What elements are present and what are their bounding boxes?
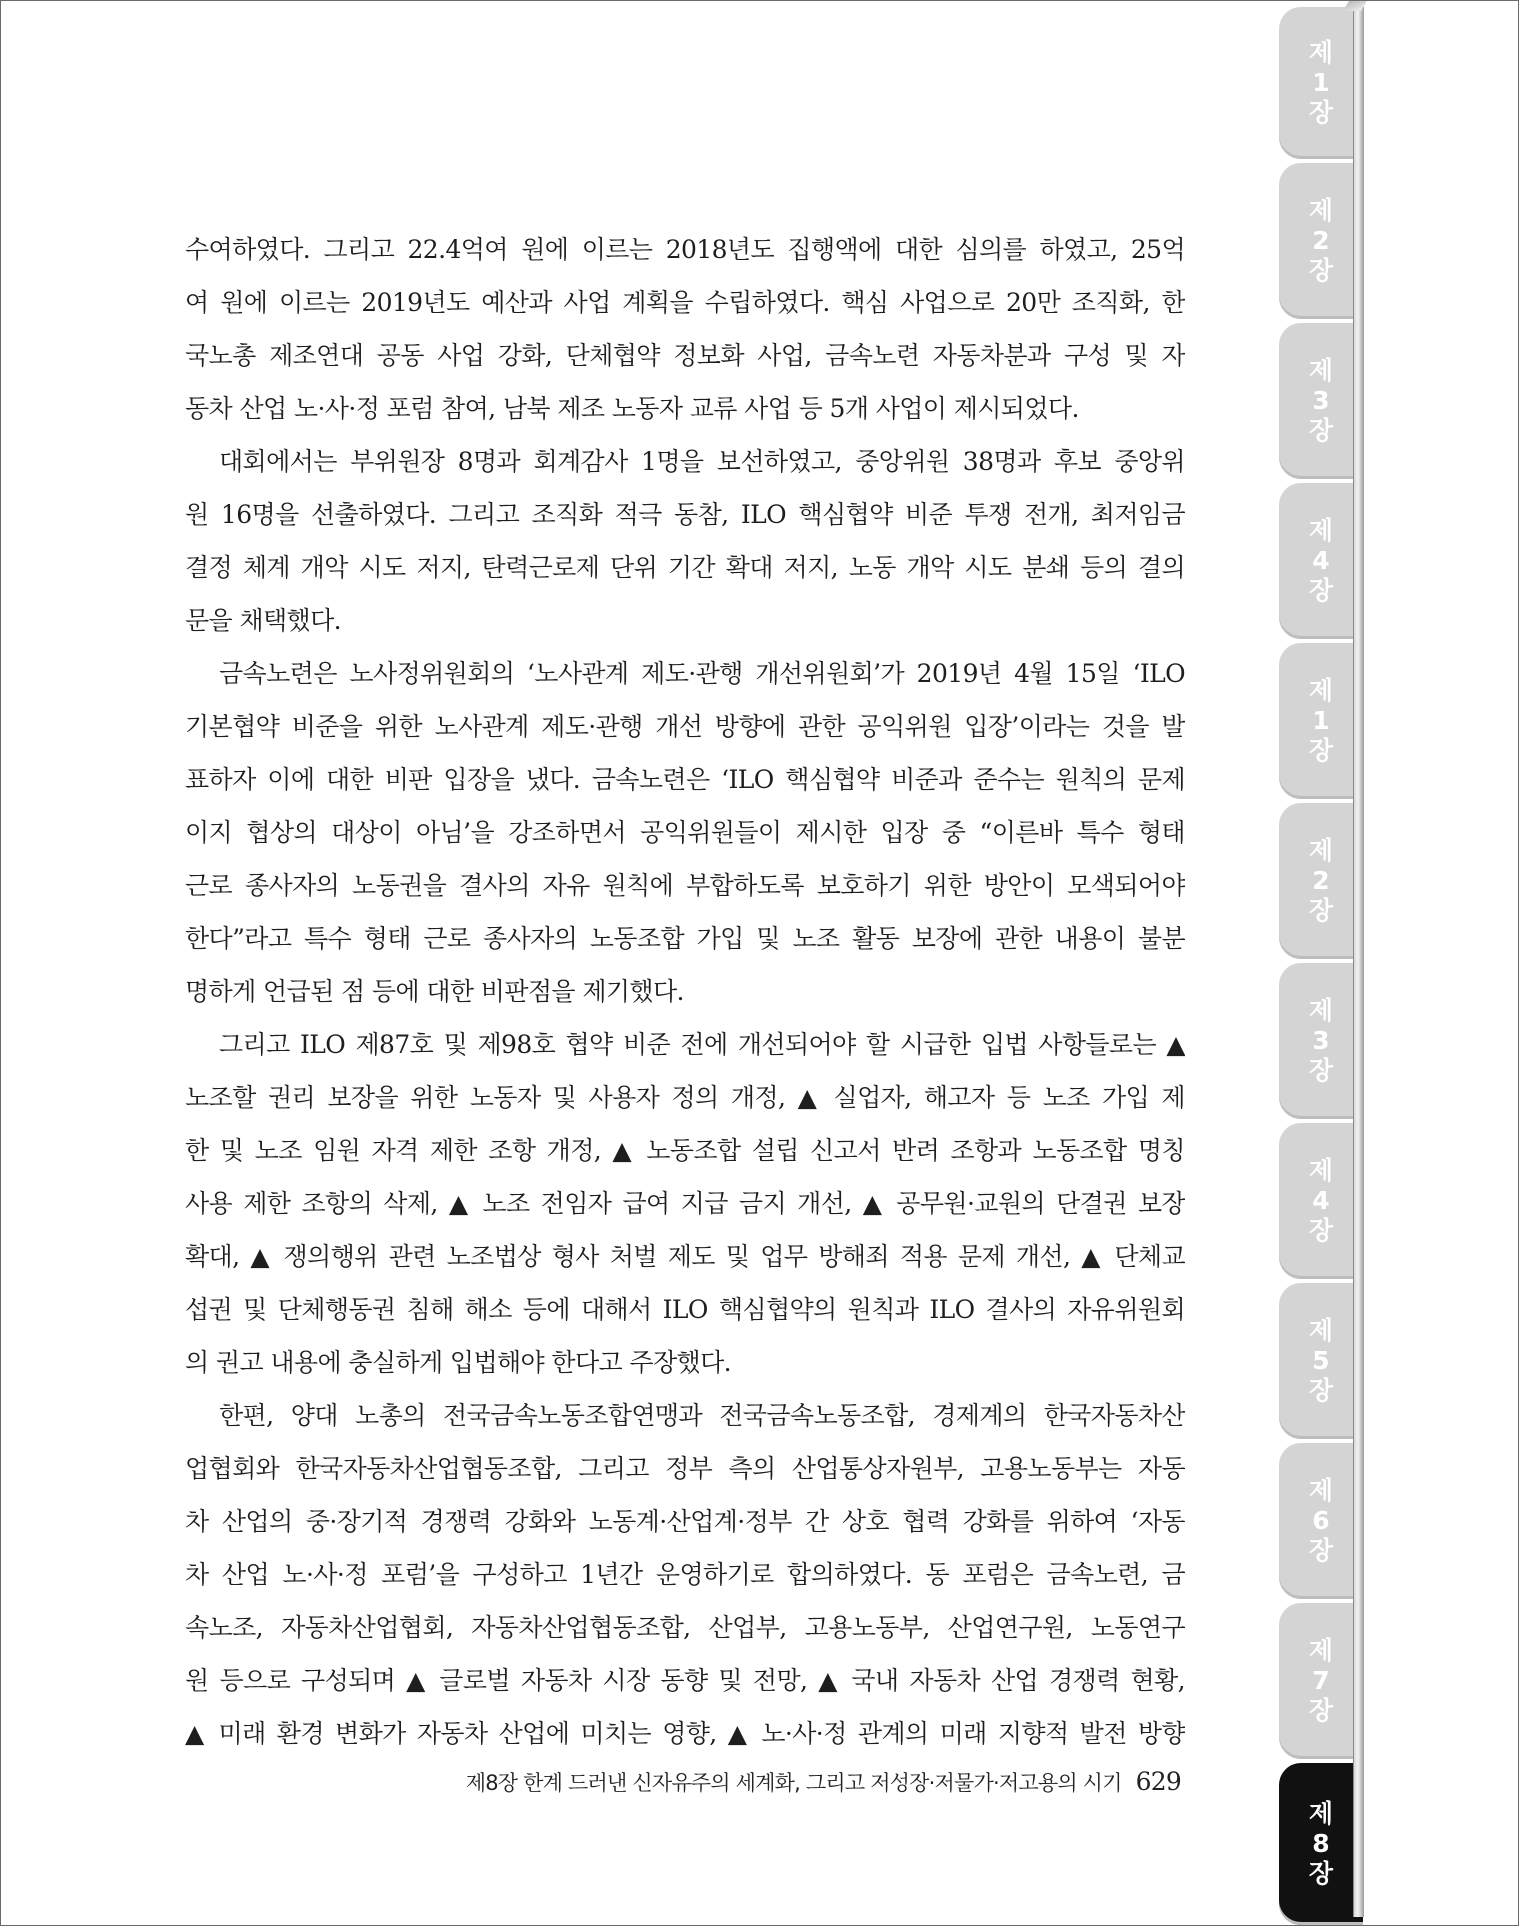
tab-label-char: 제 [1308, 1156, 1334, 1185]
tab-label-char: 장 [1308, 576, 1334, 605]
text-line: 한 및 노조 임원 자격 제한 조항 개정, ▲ 노동조합 설립 신고서 반려 조항과 노동조합 명칭 [185, 1136, 1185, 1165]
text-line: 이지 협상의 대상이 아님’을 강조하면서 공익위원들이 제시한 입장 중 “이른바 특수 형태 [185, 818, 1185, 847]
chapter-tab-8-active[interactable] [1279, 1763, 1363, 1925]
text-line: 원 16명을 선출하였다. 그리고 조직화 적극 동참, ILO 핵심협약 비준 투쟁 전개, 최저임금 [185, 500, 1185, 529]
tab-label-char: 장 [1308, 1376, 1334, 1405]
text-line: 차 산업 노·사·정 포럼’을 구성하고 1년간 운영하기로 합의하였다. 동 포럼은 금속노련, 금 [185, 1560, 1185, 1589]
tab-label-number: 4 [1312, 1186, 1330, 1215]
text-line: 동차 산업 노·사·정 포럼 참여, 남북 제조 노동자 교류 사업 등 5개 사업이 제시되었다. [185, 394, 1079, 423]
tab-label-number: 2 [1312, 226, 1330, 255]
tab-label-char: 장 [1308, 416, 1334, 445]
tab-label-char: 장 [1308, 1216, 1334, 1245]
tab-label-number: 7 [1312, 1666, 1330, 1695]
tab-label-char: 제 [1308, 1799, 1334, 1828]
body-text [185, 223, 1185, 1760]
tab-label-char: 제 [1308, 356, 1334, 385]
tab-label-char: 제 [1308, 196, 1334, 225]
tab-label-char: 제 [1308, 516, 1334, 545]
text-line: 업협회와 한국자동차산업협동조합, 그리고 정부 측의 산업통상자원부, 고용노동부는 자동 [185, 1454, 1185, 1483]
running-title: 제8장 한계 드러낸 신자유주의 세계화, 그리고 저성장·저물가·저고용의 시기 [465, 1771, 1122, 1795]
tab-label-char: 장 [1308, 256, 1334, 285]
text-line: 노조할 권리 보장을 위한 노동자 및 사용자 정의 개정, ▲ 실업자, 해고자 등 노조 가입 제 [185, 1083, 1185, 1112]
tab-label-number: 8 [1312, 1829, 1330, 1858]
tab-label-char: 장 [1308, 1056, 1334, 1085]
text-line: 의 권고 내용에 충실하게 입법해야 한다고 주장했다. [185, 1348, 731, 1377]
tab-label-char: 장 [1308, 98, 1334, 127]
chapter-tab-7[interactable] [1279, 1603, 1363, 1759]
text-line: 차 산업의 중·장기적 경쟁력 강화와 노동계·산업계·정부 간 상호 협력 강화를 위하여 ‘자동 [185, 1507, 1185, 1536]
paragraph-first-line: 그리고 ILO 제87호 및 제98호 협약 비준 전에 개선되어야 할 시급한 입법 사항들로는 ▲ [219, 1030, 1185, 1059]
tab-label-number: 3 [1312, 1026, 1330, 1055]
tab-label-number: 5 [1312, 1346, 1330, 1375]
paragraph-first-line: 대회에서는 부위원장 8명과 회계감사 1명을 보선하였고, 중앙위원 38명과 후보 중앙위 [219, 447, 1185, 476]
tab-label-number: 3 [1312, 386, 1330, 415]
tab-label-char: 제 [1308, 1476, 1334, 1505]
text-line: 원 등으로 구성되며 ▲ 글로벌 자동차 시장 동향 및 전망, ▲ 국내 자동차 산업 경쟁력 현황, [185, 1666, 1185, 1695]
tab-label-char: 장 [1308, 1859, 1334, 1888]
tab-label-char: 제 [1308, 1316, 1334, 1345]
chapter-tab-4b[interactable] [1279, 1123, 1363, 1279]
tab-label-number: 4 [1312, 546, 1330, 575]
tab-label-char: 장 [1308, 1696, 1334, 1725]
page-number: 629 [1135, 1767, 1181, 1796]
text-line: 수여하였다. 그리고 22.4억여 원에 이르는 2018년도 집행액에 대한 심의를 하였고, 25억 [185, 235, 1185, 264]
page-edge-shading [1353, 7, 1364, 1917]
text-line: 문을 채택했다. [185, 606, 341, 635]
tab-label-number: 1 [1312, 68, 1330, 97]
tab-label-number: 1 [1312, 706, 1330, 735]
chapter-tab-1[interactable] [1279, 7, 1363, 159]
tab-label-number: 2 [1312, 866, 1330, 895]
tab-label-number: 6 [1312, 1506, 1330, 1535]
text-line: 명하게 언급된 점 등에 대한 비판점을 제기했다. [185, 977, 684, 1006]
text-line: 속노조, 자동차산업협회, 자동차산업협동조합, 산업부, 고용노동부, 산업연구원, 노동연구 [185, 1613, 1185, 1642]
chapter-tab-1b[interactable] [1279, 643, 1363, 799]
chapter-tab-6[interactable] [1279, 1443, 1363, 1599]
text-line: 여 원에 이르는 2019년도 예산과 사업 계획을 수립하였다. 핵심 사업으로 20만 조직화, 한 [185, 288, 1185, 317]
text-line: 섭권 및 단체행동권 침해 해소 등에 대해서 ILO 핵심협약의 원칙과 ILO 결사의 자유위원회 [185, 1295, 1185, 1324]
tab-label-char: 제 [1308, 996, 1334, 1025]
page-footer [441, 1767, 1181, 1797]
tab-label-char: 장 [1308, 896, 1334, 925]
chapter-tab-strip [1279, 1, 1363, 1927]
text-line: 근로 종사자의 노동권을 결사의 자유 원칙에 부합하도록 보호하기 위한 방안이 모색되어야 [185, 871, 1185, 900]
text-line: 표하자 이에 대한 비판 입장을 냈다. 금속노련은 ‘ILO 핵심협약 비준과 준수는 원칙의 문제 [185, 765, 1185, 794]
tab-label-char: 제 [1308, 38, 1334, 67]
chapter-tab-4[interactable] [1279, 483, 1363, 639]
text-line: 결정 체계 개악 시도 저지, 탄력근로제 단위 기간 확대 저지, 노동 개악 시도 분쇄 등의 결의 [185, 553, 1185, 582]
tab-label-char: 장 [1308, 1536, 1334, 1565]
text-line: 기본협약 비준을 위한 노사관계 제도·관행 개선 방향에 관한 공익위원 입장’이라는 것을 발 [185, 712, 1185, 741]
text-line: 확대, ▲ 쟁의행위 관련 노조법상 형사 처벌 제도 및 업무 방해죄 적용 문제 개선, ▲ 단체교 [185, 1242, 1185, 1271]
paragraph-first-line: 한편, 양대 노총의 전국금속노동조합연맹과 전국금속노동조합, 경제계의 한국자동차산 [219, 1401, 1185, 1430]
text-line: 국노총 제조연대 공동 사업 강화, 단체협약 정보화 사업, 금속노련 자동차분과 구성 및 자 [185, 341, 1185, 370]
chapter-tab-2b[interactable] [1279, 803, 1363, 959]
chapter-tab-5[interactable] [1279, 1283, 1363, 1439]
chapter-tab-3[interactable] [1279, 323, 1363, 479]
text-line: ▲ 미래 환경 변화가 자동차 산업에 미치는 영향, ▲ 노·사·정 관계의 미래 지향적 발전 방향 [185, 1719, 1185, 1748]
chapter-tab-3b[interactable] [1279, 963, 1363, 1119]
tab-label-char: 장 [1308, 736, 1334, 765]
text-line: 사용 제한 조항의 삭제, ▲ 노조 전임자 급여 지급 금지 개선, ▲ 공무원·교원의 단결권 보장 [185, 1189, 1185, 1218]
tab-label-char: 제 [1308, 676, 1334, 705]
text-line: 한다”라고 특수 형태 근로 종사자의 노동조합 가입 및 노조 활동 보장에 관한 내용이 불분 [185, 924, 1185, 953]
chapter-tab-2[interactable] [1279, 163, 1363, 319]
tab-label-char: 제 [1308, 1636, 1334, 1665]
tab-label-char: 제 [1308, 836, 1334, 865]
paragraph-first-line: 금속노련은 노사정위원회의 ‘노사관계 제도·관행 개선위원회’가 2019년 4월 15일 ‘ILO [219, 659, 1185, 688]
